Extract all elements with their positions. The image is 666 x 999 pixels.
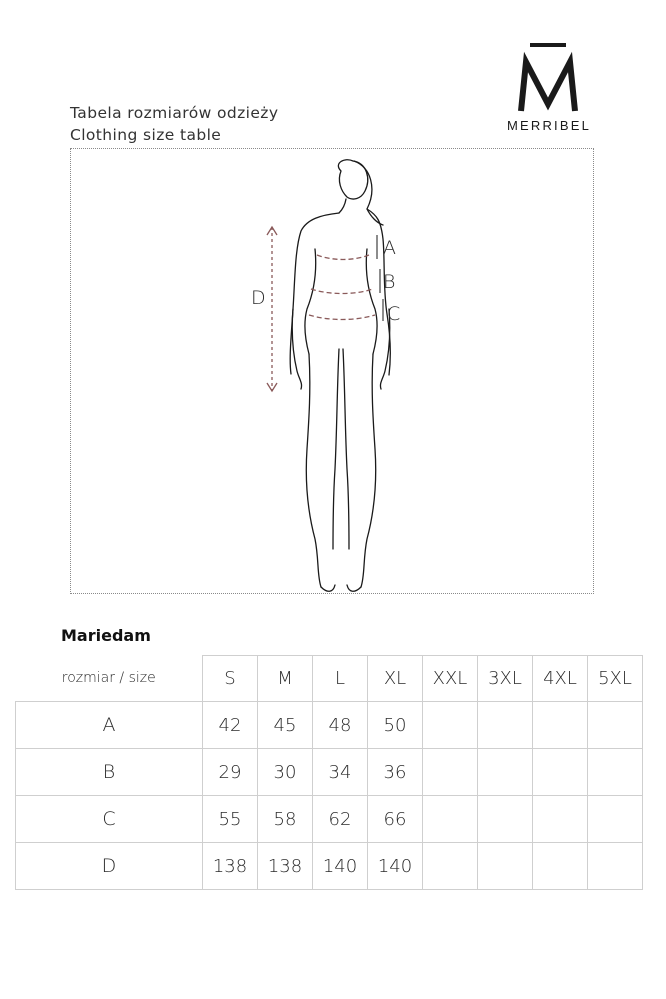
size-header: L	[313, 656, 368, 702]
table-cell: 55	[203, 796, 258, 843]
logo-m-mark	[488, 40, 610, 116]
table-cell	[478, 843, 533, 890]
size-header: XL	[368, 656, 423, 702]
table-cell: 58	[258, 796, 313, 843]
table-cell: 62	[313, 796, 368, 843]
table-cell	[533, 843, 588, 890]
table-row	[16, 796, 643, 843]
measure-label-a: A	[383, 237, 396, 259]
table-cell	[588, 796, 643, 843]
row-label: D	[16, 843, 203, 890]
body-silhouette	[71, 149, 595, 595]
table-cell: 66	[368, 796, 423, 843]
title-english: Clothing size table	[70, 126, 222, 144]
measure-label-c: C	[387, 303, 401, 325]
merribel-logo	[488, 40, 610, 140]
row-label: B	[16, 749, 203, 796]
size-header: M	[258, 656, 313, 702]
table-cell	[588, 702, 643, 749]
size-table	[15, 655, 643, 890]
table-cell: 140	[368, 843, 423, 890]
table-cell	[588, 843, 643, 890]
size-header: 5XL	[588, 656, 643, 702]
table-cell	[423, 749, 478, 796]
table-row	[16, 702, 643, 749]
table-cell	[588, 749, 643, 796]
row-label: A	[16, 702, 203, 749]
size-header: 3XL	[478, 656, 533, 702]
table-cell: 34	[313, 749, 368, 796]
measure-label-d: D	[251, 287, 266, 309]
table-cell: 50	[368, 702, 423, 749]
title-polish: Tabela rozmiarów odzieży	[70, 104, 279, 122]
table-cell: 30	[258, 749, 313, 796]
table-cell	[478, 749, 533, 796]
table-cell: 138	[258, 843, 313, 890]
product-name: Mariedam	[61, 626, 151, 645]
measure-label-b: B	[383, 271, 396, 293]
table-cell	[423, 843, 478, 890]
brand-name: MERRIBEL	[506, 118, 592, 133]
table-header-row	[16, 656, 643, 702]
row-label: C	[16, 796, 203, 843]
body-figure-box	[70, 148, 594, 594]
table-cell	[423, 702, 478, 749]
table-cell: 36	[368, 749, 423, 796]
size-header: XXL	[423, 656, 478, 702]
table-header-label: rozmiar / size	[16, 656, 203, 702]
table-cell: 140	[313, 843, 368, 890]
table-cell	[478, 796, 533, 843]
table-cell	[533, 702, 588, 749]
table-cell	[478, 702, 533, 749]
size-header: 4XL	[533, 656, 588, 702]
table-cell: 29	[203, 749, 258, 796]
table-cell: 42	[203, 702, 258, 749]
table-cell: 45	[258, 702, 313, 749]
table-cell	[423, 796, 478, 843]
table-cell: 138	[203, 843, 258, 890]
table-row	[16, 843, 643, 890]
table-cell	[533, 749, 588, 796]
table-row	[16, 749, 643, 796]
table-cell: 48	[313, 702, 368, 749]
size-header: S	[203, 656, 258, 702]
table-cell	[533, 796, 588, 843]
